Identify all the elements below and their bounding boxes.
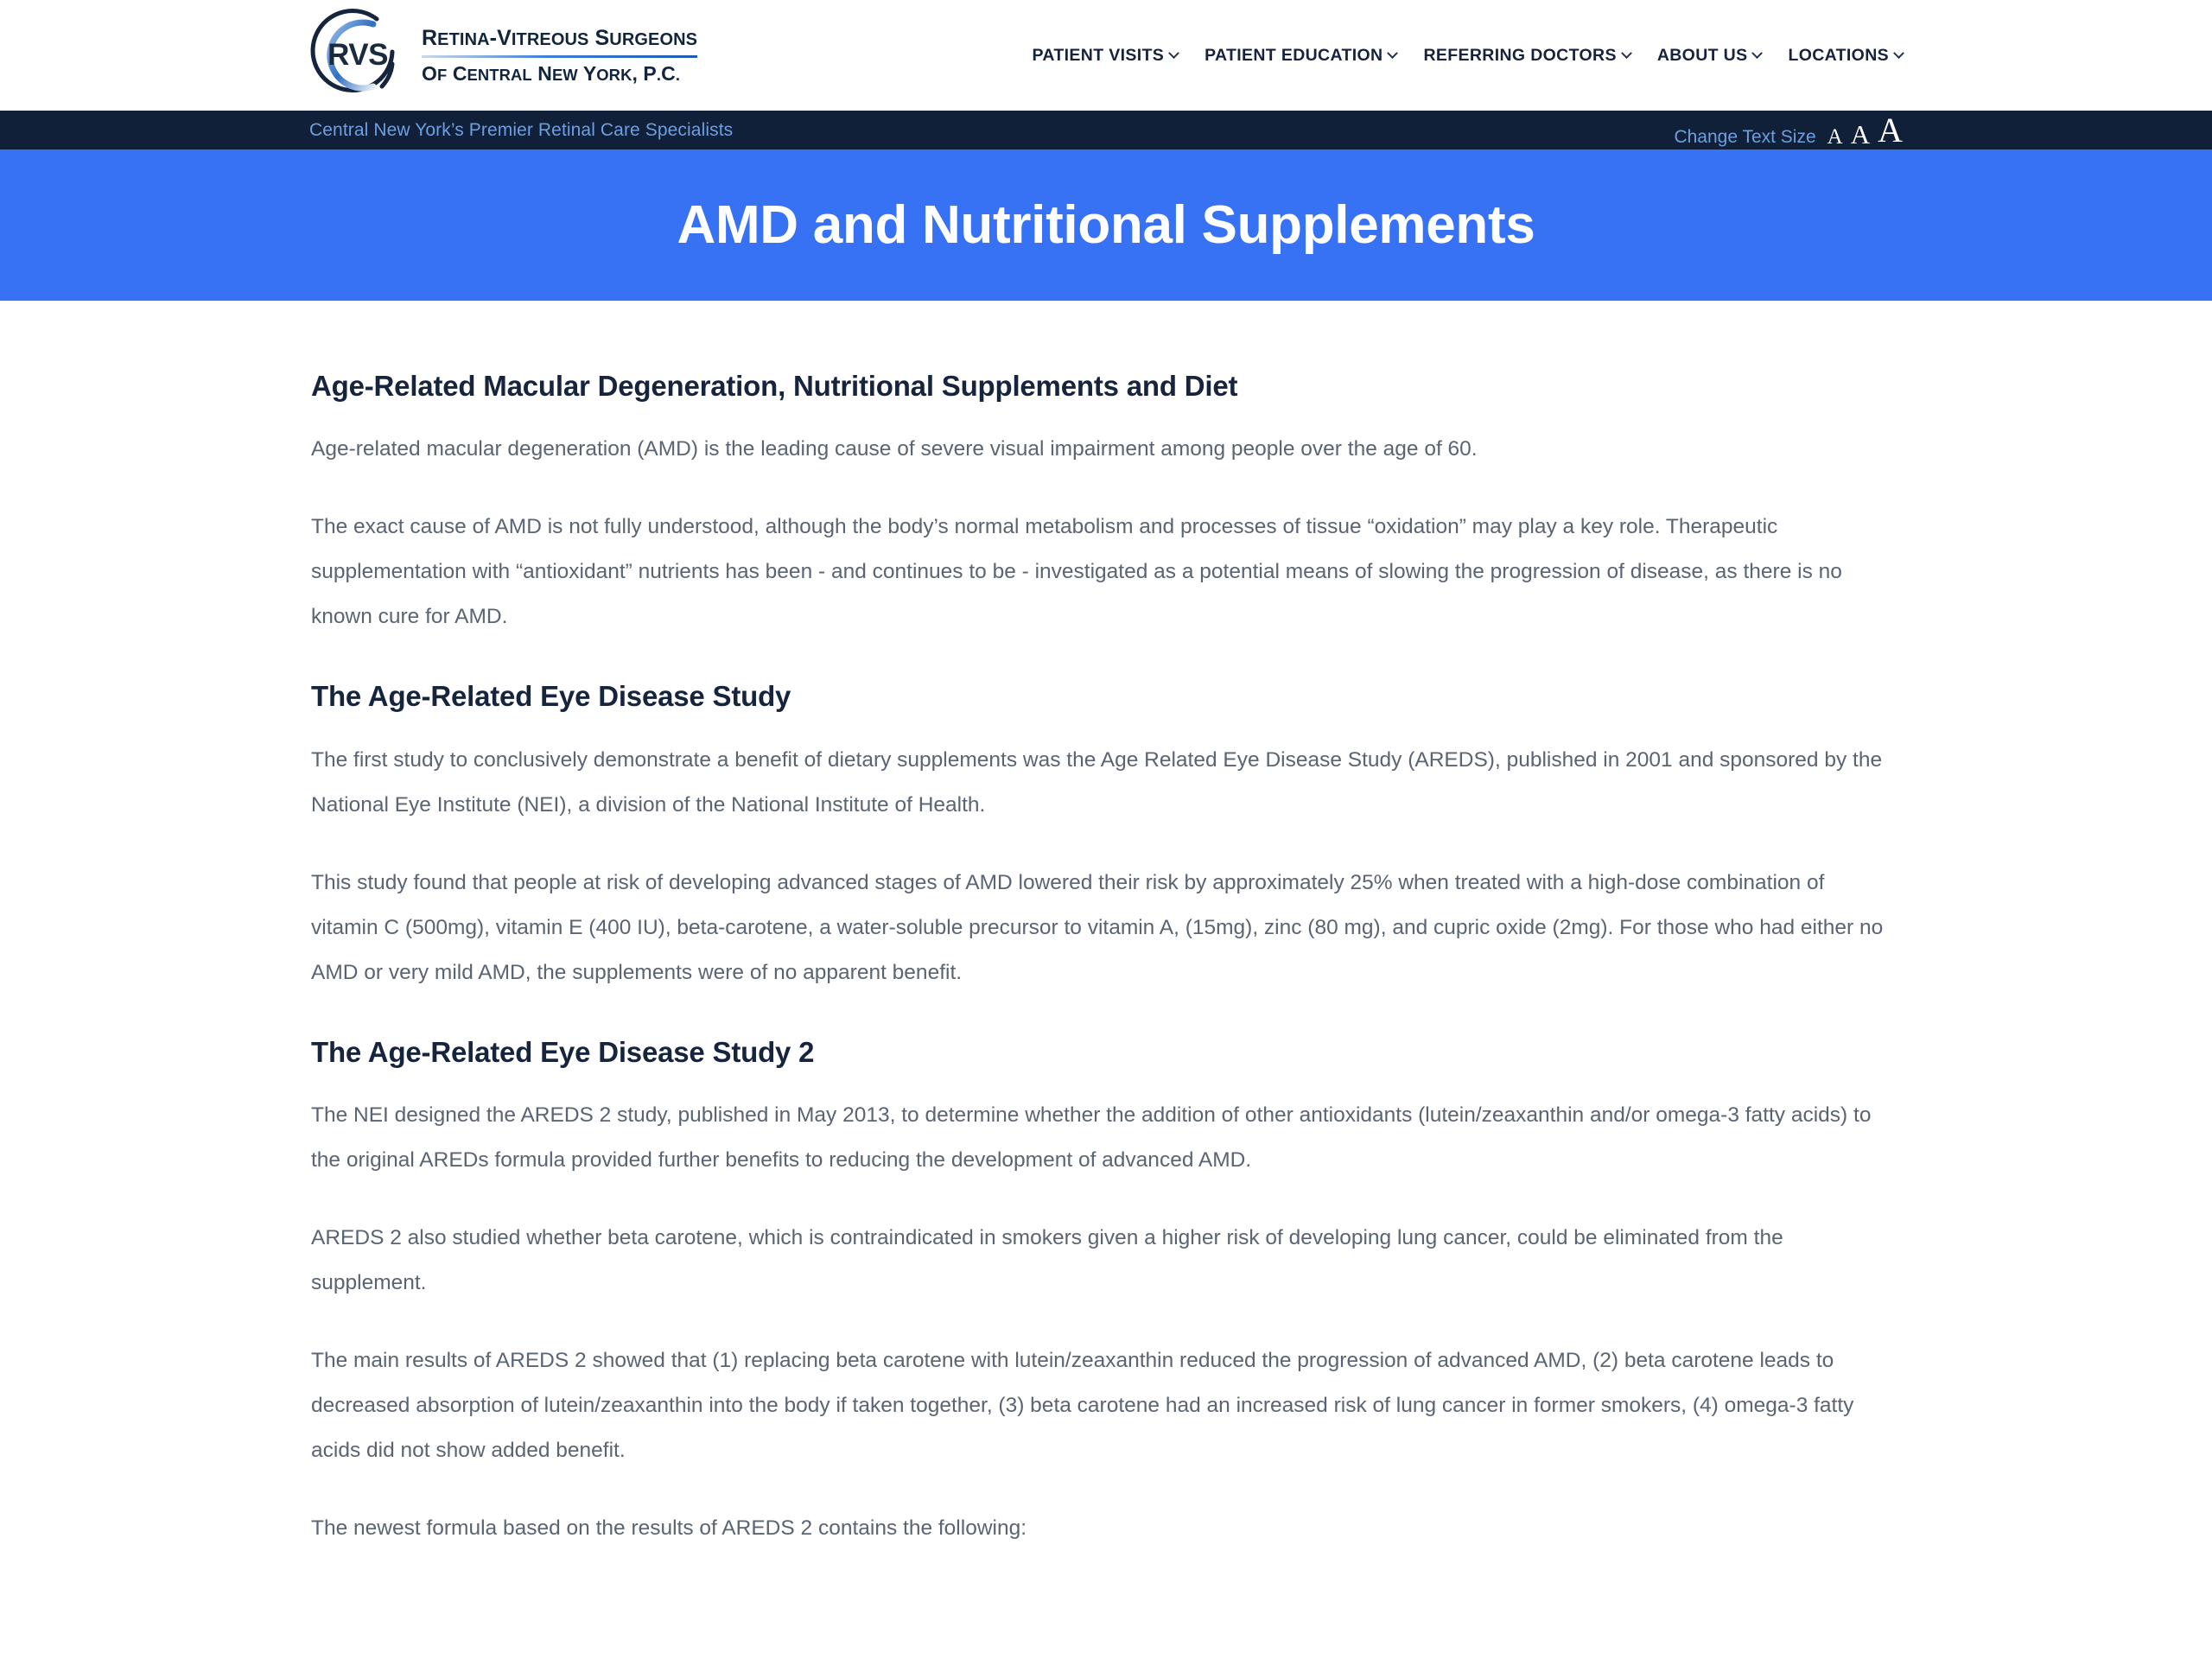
text-size-large-button[interactable]: A xyxy=(1878,110,1903,149)
site-header xyxy=(0,0,2212,111)
chevron-down-icon xyxy=(1752,48,1764,59)
paragraph: This study found that people at risk of developing advanced stages of AMD lowered their risk by approximately 25% when treated with a high-dose combination of vitamin C (500mg), vitamin E (400 IU), beta-carotene, a water-soluble precursor to vitamin A, (15mg), zinc (80 mg), and cupric oxide (2mg). For those who had either no AMD or very mild AMD, the supplements were of no apparent benefit. xyxy=(311,870,1884,984)
brand-line-2: OF CENTRAL NEW YORK, P.C. xyxy=(422,61,681,85)
logo-monogram: RVS xyxy=(327,38,388,72)
nav-label: REFERRING DOCTORS xyxy=(1423,45,1617,65)
page-hero-banner xyxy=(0,149,2212,301)
section-heading-areds: The Age-Related Eye Disease Study xyxy=(311,680,791,713)
paragraph: The exact cause of AMD is not fully understood, although the body’s normal metabolism and processes of tissue “oxidation” may play a key role. Therapeutic supplementation with “antioxidant” nutrients has been - and continues to be - investigated as a potential means of slowing the progression of disease, as there is no known cure for AMD. xyxy=(311,515,1842,629)
chevron-down-icon xyxy=(1388,48,1399,59)
paragraph: The main results of AREDS 2 showed that (1) replacing beta carotene with lutein/zeaxanthin reduced the progression of advanced AMD, (2) beta carotene leads to decreased absorption of lutein/zeaxanthin into the body if taken together, (3) beta carotene had an increased risk of lung cancer in former smokers, (4) omega-3 fatty acids did not show added benefit. xyxy=(311,1348,1854,1462)
paragraph: The first study to conclusively demonstrate a benefit of dietary supplements was the Age Related Eye Disease Study (AREDS), published in 2001 and sponsored by the National Eye Institute (NEI), a division of the National Institute of Health. xyxy=(311,747,1883,817)
section-heading-areds-2: The Age-Related Eye Disease Study 2 xyxy=(311,1035,815,1068)
paragraph: The NEI designed the AREDS 2 study, published in May 2013, to determine whether the addition of other antioxidants (lutein/zeaxanthin and/or omega-3 fatty acids) to the original AREDs formula provided further benefits to reducing the development of advanced AMD. xyxy=(311,1103,1872,1172)
rvs-logo-icon xyxy=(309,7,406,104)
main-navigation xyxy=(1032,46,1903,66)
text-size-controls xyxy=(1674,110,1903,149)
chevron-down-icon xyxy=(1168,48,1179,59)
nav-label: ABOUT US xyxy=(1656,45,1748,65)
site-tagline: Central New York’s Premier Retinal Care Specialists xyxy=(309,119,734,140)
nav-item-locations[interactable] xyxy=(1788,46,1903,66)
nav-item-patient-visits[interactable] xyxy=(1032,46,1178,66)
nav-item-referring-doctors[interactable] xyxy=(1423,46,1630,66)
brand-wordmark xyxy=(422,27,697,83)
chevron-down-icon xyxy=(1893,48,1904,59)
chevron-down-icon xyxy=(1621,48,1632,59)
utility-bar xyxy=(0,111,2212,149)
text-size-small-button[interactable]: A xyxy=(1827,124,1843,149)
paragraph: Age-related macular degeneration (AMD) is the leading cause of severe visual impairment among people over the age of 60. xyxy=(311,437,1478,461)
text-size-medium-button[interactable]: A xyxy=(1850,118,1871,149)
paragraph: The newest formula based on the results of AREDS 2 contains the following: xyxy=(311,1516,1027,1540)
paragraph: AREDS 2 also studied whether beta carotene, which is contraindicated in smokers given a higher risk of developing lung cancer, could be eliminated from the supplement. xyxy=(311,1225,1783,1294)
site-logo-link[interactable] xyxy=(309,7,697,104)
text-size-label: Change Text Size xyxy=(1674,126,1816,147)
brand-divider xyxy=(422,55,697,58)
nav-label: LOCATIONS xyxy=(1788,45,1889,65)
nav-item-about-us[interactable] xyxy=(1657,46,1762,66)
nav-label: PATIENT VISITS xyxy=(1032,45,1165,65)
brand-line-1: RETINA-VITREOUS SURGEONS xyxy=(422,26,698,51)
section-heading-amd-overview: Age-Related Macular Degeneration, Nutritional Supplements and Diet xyxy=(311,370,1238,402)
page-title: AMD and Nutritional Supplements xyxy=(677,195,1535,255)
nav-item-patient-education[interactable] xyxy=(1205,46,1396,66)
main-content xyxy=(311,301,1901,1551)
nav-label: PATIENT EDUCATION xyxy=(1205,45,1383,65)
